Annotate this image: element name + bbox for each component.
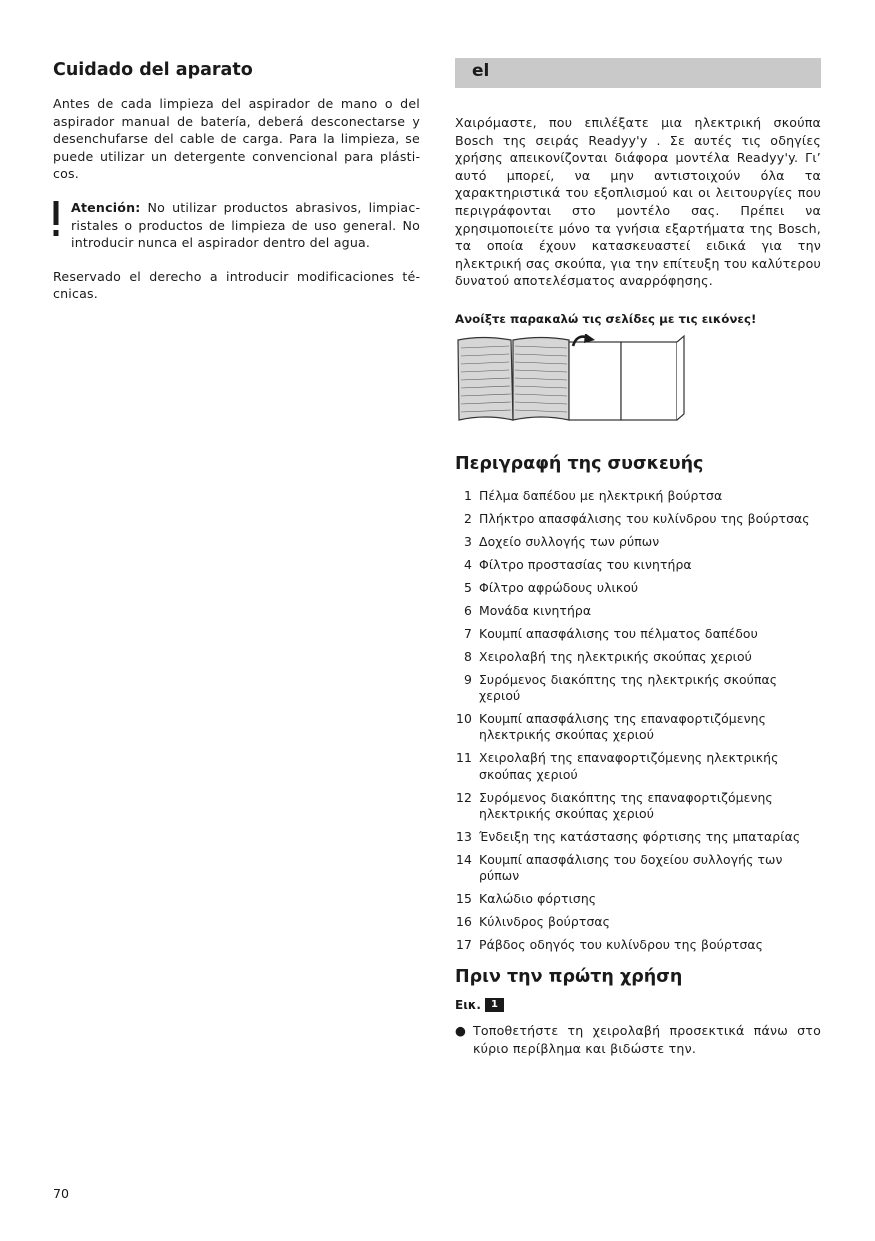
list-item-number: 1 bbox=[464, 487, 472, 503]
page-number: 70 bbox=[53, 1186, 70, 1201]
list-item-number: 15 bbox=[456, 890, 472, 906]
figure-label: Εικ. bbox=[455, 998, 481, 1013]
list-item-number: 6 bbox=[464, 602, 472, 618]
list-item-text: Δοχείο συλλογής των ρύπων bbox=[479, 533, 660, 549]
list-item bbox=[455, 672, 821, 704]
reserved-rights-paragraph: Reservado el derecho a introducir modificaciones técnicas. bbox=[53, 268, 420, 302]
list-item-text: Ράβδος οδηγός του κυλίνδρου της βούρτσας bbox=[479, 936, 764, 952]
list-item-number: 10 bbox=[456, 711, 472, 727]
warning-text: No utilizar productos abrasivos, limpiacristales o productos de limpieza de uso general. No introducir nunca el aspirador dentro del agua. bbox=[71, 199, 420, 251]
list-item-text: Καλώδιο φόρτισης bbox=[479, 890, 597, 906]
section-title-before-first-use: Πριν την πρώτη χρήση bbox=[455, 967, 683, 988]
list-item bbox=[455, 557, 821, 573]
list-item-number: 16 bbox=[456, 913, 472, 929]
instruction-text: Τοποθετήστε τη χειρολαβή προσεκτικά πάνω στο κύριο περίβλημα και βιδώστε την. bbox=[473, 1023, 821, 1056]
list-item bbox=[455, 626, 821, 642]
list-item-text: Συρόμενος διακόπτης της ηλεκτρικής σκούπας χεριού bbox=[479, 671, 778, 704]
intro-paragraph: Χαιρόμαστε, που επιλέξατε μια ηλεκτρική σκούπα Bosch της σειράς Readyy'y . Σε αυτές τις οδηγίες χρήσης απεικονίζονται διάφορα μοντέλα Readyy'y. Γι’ αυτό μπορεί, να μην αντιστοιχούν όλα τα χαρακτηριστικά του εξοπλισμού και οι λειτουργίες που περιγράφονται στο μοντέλο σας. Πρέπει να χρησιμοποιείτε μόνο τα γνήσια εξαρτήματα της Bosch, τα οποία έχουν κατασκευαστεί ειδικά για την ηλεκτρική σας σκούπα, για την επίτευξη του καλύτερου δυνατού αποτελέσματος αναρρόφησης. bbox=[455, 115, 821, 289]
list-item-text: Ένδειξη της κατάστασης φόρτισης της μπαταρίας bbox=[479, 828, 801, 844]
list-item-number: 11 bbox=[456, 750, 472, 766]
list-item-text: Φίλτρο προστασίας του κινητήρα bbox=[479, 556, 692, 572]
exclamation-icon bbox=[53, 201, 59, 237]
list-item-text: Πέλμα δαπέδου με ηλεκτρική βούρτσα bbox=[479, 487, 723, 503]
list-item bbox=[455, 534, 821, 550]
instruction-bullet bbox=[455, 1022, 821, 1057]
list-item-text: Κύλινδρος βούρτσας bbox=[479, 913, 611, 929]
list-item-text: Κουμπί απασφάλισης της επαναφορτιζόμενης ηλεκτρικής σκούπας χεριού bbox=[479, 711, 766, 743]
list-item-number: 7 bbox=[464, 625, 472, 641]
section-title-device-description: Περιγραφή της συσκευής bbox=[455, 453, 704, 474]
list-item bbox=[455, 891, 821, 907]
list-item bbox=[455, 852, 821, 884]
cleaning-paragraph: Antes de cada limpieza del aspirador de mano o del aspirador manual de batería, deberá desconectarse y desenchufarse del cable de carga. Para la limpieza, se puede utilizar un detergente convencional para plásticos. bbox=[53, 96, 420, 182]
bullet-icon: ● bbox=[455, 1023, 467, 1039]
list-item-number: 9 bbox=[464, 671, 472, 687]
list-item bbox=[455, 711, 821, 743]
left-column bbox=[53, 58, 420, 303]
list-item-text: Συρόμενος διακόπτης της επαναφορτιζόμενης ηλεκτρικής σκούπας χεριού bbox=[479, 789, 773, 821]
list-item-number: 5 bbox=[464, 579, 472, 595]
list-item-number: 14 bbox=[456, 851, 472, 867]
list-item-text: Χειρολαβή της ηλεκτρικής σκούπας χεριού bbox=[479, 648, 752, 664]
list-item bbox=[455, 790, 821, 822]
list-item bbox=[455, 488, 821, 504]
figure-reference bbox=[455, 998, 821, 1012]
parts-list bbox=[455, 488, 821, 953]
list-item-number: 8 bbox=[464, 648, 472, 664]
warning-note bbox=[53, 199, 420, 252]
list-item-number: 12 bbox=[456, 789, 472, 805]
right-column bbox=[455, 58, 821, 1057]
language-code: el bbox=[472, 61, 490, 81]
list-item bbox=[455, 914, 821, 930]
list-item bbox=[455, 603, 821, 619]
list-item-number: 13 bbox=[456, 828, 472, 844]
list-item-text: Φίλτρο αφρώδους υλικού bbox=[479, 579, 639, 595]
list-item bbox=[455, 580, 821, 596]
warning-label: Atención: bbox=[71, 199, 141, 215]
list-item-text: Πλήκτρο απασφάλισης του κυλίνδρου της βούρτσας bbox=[479, 510, 810, 526]
list-item bbox=[455, 829, 821, 845]
list-item bbox=[455, 750, 821, 782]
fold-out-pages-illustration bbox=[455, 334, 690, 426]
list-item-text: Μονάδα κινητήρα bbox=[479, 602, 592, 618]
list-item-text: Χειρολαβή της επαναφορτιζόμενης ηλεκτρικής σκούπας χεριού bbox=[479, 750, 779, 782]
list-item-number: 2 bbox=[464, 510, 472, 526]
language-bar bbox=[455, 58, 821, 88]
list-item bbox=[455, 937, 821, 953]
list-item bbox=[455, 649, 821, 665]
section-title-device-care: Cuidado del aparato bbox=[53, 60, 253, 80]
list-item-number: 17 bbox=[456, 936, 472, 952]
list-item-text: Κουμπί απασφάλισης του πέλματος δαπέδου bbox=[479, 625, 758, 641]
list-item-text: Κουμπί απασφάλισης του δοχείου συλλογής των ρύπων bbox=[479, 851, 783, 883]
list-item-number: 3 bbox=[464, 533, 472, 549]
open-pages-note: Ανοίξτε παρακαλώ τις σελίδες με τις εικόνες! bbox=[455, 311, 757, 326]
list-item-number: 4 bbox=[464, 556, 472, 572]
list-item bbox=[455, 511, 821, 527]
figure-number-badge: 1 bbox=[485, 998, 504, 1012]
